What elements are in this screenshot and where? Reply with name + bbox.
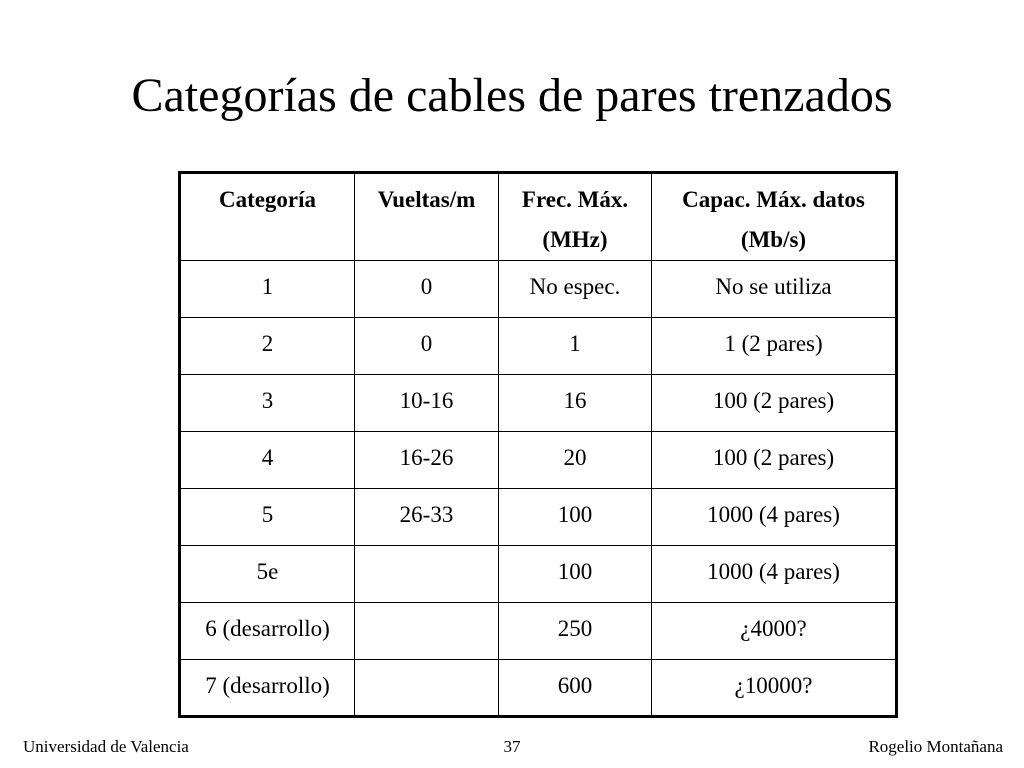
header-frecuencia-unit: (MHz) — [542, 227, 608, 252]
cell-categoria: 3 — [180, 375, 355, 432]
cell-frecuencia: 20 — [499, 432, 652, 489]
footer-institution: Universidad de Valencia — [23, 737, 189, 756]
header-categoria-label: Categoría — [218, 187, 317, 212]
header-vueltas — [355, 173, 499, 261]
cell-capacidad: No se utiliza — [652, 261, 897, 318]
table-row — [180, 375, 897, 432]
cell-vueltas: 0 — [355, 318, 499, 375]
header-capacidad — [652, 173, 897, 261]
cell-categoria: 7 (desarrollo) — [180, 660, 355, 717]
cell-vueltas — [355, 603, 499, 660]
header-frecuencia — [499, 173, 652, 261]
header-capacidad-label: Capac. Máx. datos — [682, 187, 865, 212]
cell-frecuencia: 16 — [499, 375, 652, 432]
table-row — [180, 489, 897, 546]
table-header-row — [180, 173, 897, 261]
cell-frecuencia: 1 — [499, 318, 652, 375]
cell-capacidad: 1000 (4 pares) — [652, 489, 897, 546]
table-row — [180, 603, 897, 660]
table-row — [180, 318, 897, 375]
cell-vueltas: 16-26 — [355, 432, 499, 489]
slide-title: Categorías de cables de pares trenzados — [131, 69, 893, 122]
footer-author: Rogelio Montañana — [868, 737, 1003, 756]
header-categoria — [180, 173, 355, 261]
footer-page-number: 37 — [503, 737, 521, 756]
cell-categoria: 1 — [180, 261, 355, 318]
cell-capacidad: ¿4000? — [652, 603, 897, 660]
cell-capacidad: ¿10000? — [652, 660, 897, 717]
cell-frecuencia: 600 — [499, 660, 652, 717]
header-capacidad-unit: (Mb/s) — [740, 227, 807, 252]
cell-vueltas — [355, 660, 499, 717]
cell-frecuencia: 100 — [499, 546, 652, 603]
cell-categoria: 5e — [180, 546, 355, 603]
table-row — [180, 546, 897, 603]
cell-capacidad: 100 (2 pares) — [652, 375, 897, 432]
cell-capacidad: 1 (2 pares) — [652, 318, 897, 375]
cell-frecuencia: 100 — [499, 489, 652, 546]
cell-categoria: 2 — [180, 318, 355, 375]
cell-frecuencia: 250 — [499, 603, 652, 660]
cell-frecuencia: No espec. — [499, 261, 652, 318]
header-frecuencia-label: Frec. Máx. — [521, 187, 629, 212]
cell-capacidad: 1000 (4 pares) — [652, 546, 897, 603]
cell-vueltas: 0 — [355, 261, 499, 318]
cell-vueltas: 26-33 — [355, 489, 499, 546]
cell-categoria: 5 — [180, 489, 355, 546]
table-row — [180, 261, 897, 318]
cell-capacidad: 100 (2 pares) — [652, 432, 897, 489]
cable-categories-table — [178, 171, 898, 718]
table-row — [180, 660, 897, 717]
header-vueltas-label: Vueltas/m — [377, 187, 476, 212]
table-row — [180, 432, 897, 489]
cell-vueltas — [355, 546, 499, 603]
cell-categoria: 6 (desarrollo) — [180, 603, 355, 660]
cell-categoria: 4 — [180, 432, 355, 489]
cell-vueltas: 10-16 — [355, 375, 499, 432]
